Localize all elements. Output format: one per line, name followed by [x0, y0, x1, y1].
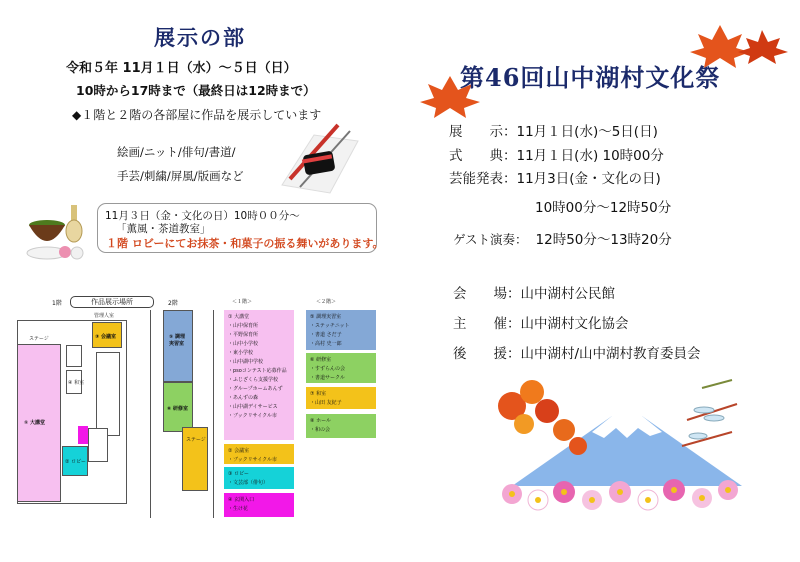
matcha-bowl-icon — [25, 203, 95, 265]
genres-line-2: 手芸/刺繍/屏風/版画など — [117, 169, 244, 183]
row-support — [453, 342, 701, 362]
small-room-b — [88, 428, 108, 462]
text-label: ⑧ ホール — [310, 418, 331, 424]
text-label: ⑥ 研修室 — [310, 357, 332, 363]
text-label: ・グループホームあんず — [228, 386, 283, 392]
row-host — [453, 312, 629, 332]
legend1-header: ＜１階＞ — [232, 299, 253, 305]
row-exhibit-value: 11月１日(水)～5日(日) — [516, 124, 658, 140]
exhibit-title: 展示の部 — [154, 25, 246, 50]
row-guest — [453, 228, 672, 248]
text-label: ・書道サークル — [310, 375, 345, 381]
mount-fuji-icon — [492, 376, 752, 516]
text-label: ・ブックリサイクル市 — [228, 413, 277, 419]
text-label: ・ステッチニット — [310, 323, 350, 329]
text-label: ・平野保育所 — [228, 332, 259, 338]
text-label: ・山中湖中学校 — [228, 359, 264, 365]
legend-2c — [306, 387, 376, 409]
text-label: ・生け花 — [228, 506, 249, 512]
row-exhibit-label: 展 示： — [449, 124, 517, 140]
room-kaigishitsu — [92, 322, 122, 348]
room-washitsu — [66, 370, 85, 394]
text-label: ・あんずの森 — [228, 395, 259, 401]
text-label: ・山中小学校 — [228, 341, 259, 347]
room-chourishitsu — [163, 310, 193, 382]
text-label: ・psoコンテスト応募作品 — [228, 368, 287, 374]
exhibit-note: ◆１階と２階の各部屋に作品を展示しています — [72, 108, 322, 122]
text-label: ・高村 史一郎 — [310, 341, 342, 347]
exhibit-date: 令和５年 11月１日（水）～５日（日） — [66, 61, 297, 76]
text-label: ② ロビー — [65, 459, 86, 465]
text-label: ・すずらんの会 — [310, 366, 346, 372]
text-label: ・東小学校 — [228, 350, 254, 356]
row-host-label: 主 催： — [453, 316, 521, 332]
text-label: ⑤ 調理実習室 — [169, 334, 185, 347]
text-label: ・ふじざくら支援学校 — [228, 377, 279, 383]
text-label: ⑥ 研修室 — [167, 406, 188, 412]
maple-cluster — [498, 380, 587, 455]
row-exhibit — [449, 120, 658, 140]
row-ceremony-value: 11月１日(水) 10時00分 — [516, 148, 664, 164]
dragonfly-icon — [682, 380, 737, 446]
row-performance-time-value: 10時00分～12時50分 — [535, 200, 672, 216]
text-label: ① 大講堂 — [228, 314, 250, 320]
text-label: ・和の会 — [310, 427, 331, 433]
legend-1d — [224, 493, 294, 517]
legend-1c — [224, 467, 294, 489]
row-support-value: 山中湖村/山中湖村教育委員会 — [520, 346, 701, 362]
row-support-label: 後 援： — [453, 346, 521, 362]
entrance-marker — [78, 426, 88, 444]
text-label: ④ 玄関入口 — [228, 497, 255, 503]
row-guest-label: ゲスト演奏： — [453, 232, 528, 247]
floor2-label: 2階 — [168, 300, 178, 307]
text-label: ・山田 友紀子 — [310, 400, 342, 406]
tea-box-line-1: 11月３日（金・文化の日）10時００分～ — [105, 210, 300, 222]
text-label: ・文芸部（俳句） — [228, 480, 269, 486]
row-ceremony — [449, 144, 664, 164]
exhibit-hours: 10時から17時まで（最終日は12時まで） — [76, 83, 316, 98]
row-host-value: 山中湖村文化協会 — [520, 316, 629, 332]
tea-box-line-2: 「薫風・茶道教室」 — [116, 223, 211, 235]
row-performance-time — [535, 196, 671, 216]
text-label: ③ 会議室 — [95, 334, 116, 340]
row-venue-label: 会 場： — [453, 286, 521, 302]
room-kenshu — [163, 382, 193, 432]
legend-2b — [306, 353, 376, 383]
map-caption: 作品展示場所 — [70, 296, 154, 308]
row-ceremony-label: 式 典： — [449, 148, 517, 164]
row-venue — [453, 282, 615, 302]
text-label: ・書道 さだ子 — [310, 332, 342, 338]
text-label: ・山中湖デイサービス — [228, 404, 278, 410]
legend-1a — [224, 310, 294, 440]
text-label: ③ ロビー — [228, 471, 249, 477]
legend-2d — [306, 414, 376, 438]
text-label: ・山中保育所 — [228, 323, 259, 329]
text-label: ② 会議室 — [228, 448, 250, 454]
text-label: ① 大講堂 — [24, 420, 45, 426]
tea-box-line-3: １階 ロビーにてお抹茶・和菓子の振る舞いがあります。 — [106, 237, 384, 250]
text-label: ・ブックリサイクル市 — [228, 457, 277, 463]
legend2-header: ＜２階＞ — [316, 299, 337, 305]
text-label: ⑦ 和室 — [310, 391, 327, 397]
text-label: ⑤ 調理実習室 — [310, 314, 342, 320]
floor1-label: 1階 — [52, 300, 62, 307]
calligraphy-brush-icon — [280, 123, 360, 195]
kanrijinin-room: 管理人室 — [94, 313, 115, 319]
row-guest-value: 12時50分～13時20分 — [535, 232, 672, 248]
legend-2a — [306, 310, 376, 350]
legend-1b — [224, 444, 294, 464]
genres-line-1: 絵画/ニット/俳句/書道/ — [117, 145, 236, 159]
text-label: ④ 和室 — [68, 380, 85, 386]
small-room-a — [66, 345, 82, 367]
festival-title: 第46回山中湖村文化祭 — [460, 63, 721, 92]
row-performance-label: 芸能発表： — [449, 171, 517, 187]
row-performance — [449, 167, 661, 187]
text-label: ステージ — [29, 336, 49, 342]
row-performance-value: 11月3日(金・文化の日) — [516, 171, 661, 187]
room-daikodo — [17, 344, 61, 502]
stage2-label: ステージ — [186, 437, 206, 443]
tea-ceremony-box — [97, 203, 384, 253]
row-venue-value: 山中湖村公民館 — [520, 286, 615, 302]
rooms-column — [96, 352, 120, 436]
room-robby — [62, 446, 88, 476]
